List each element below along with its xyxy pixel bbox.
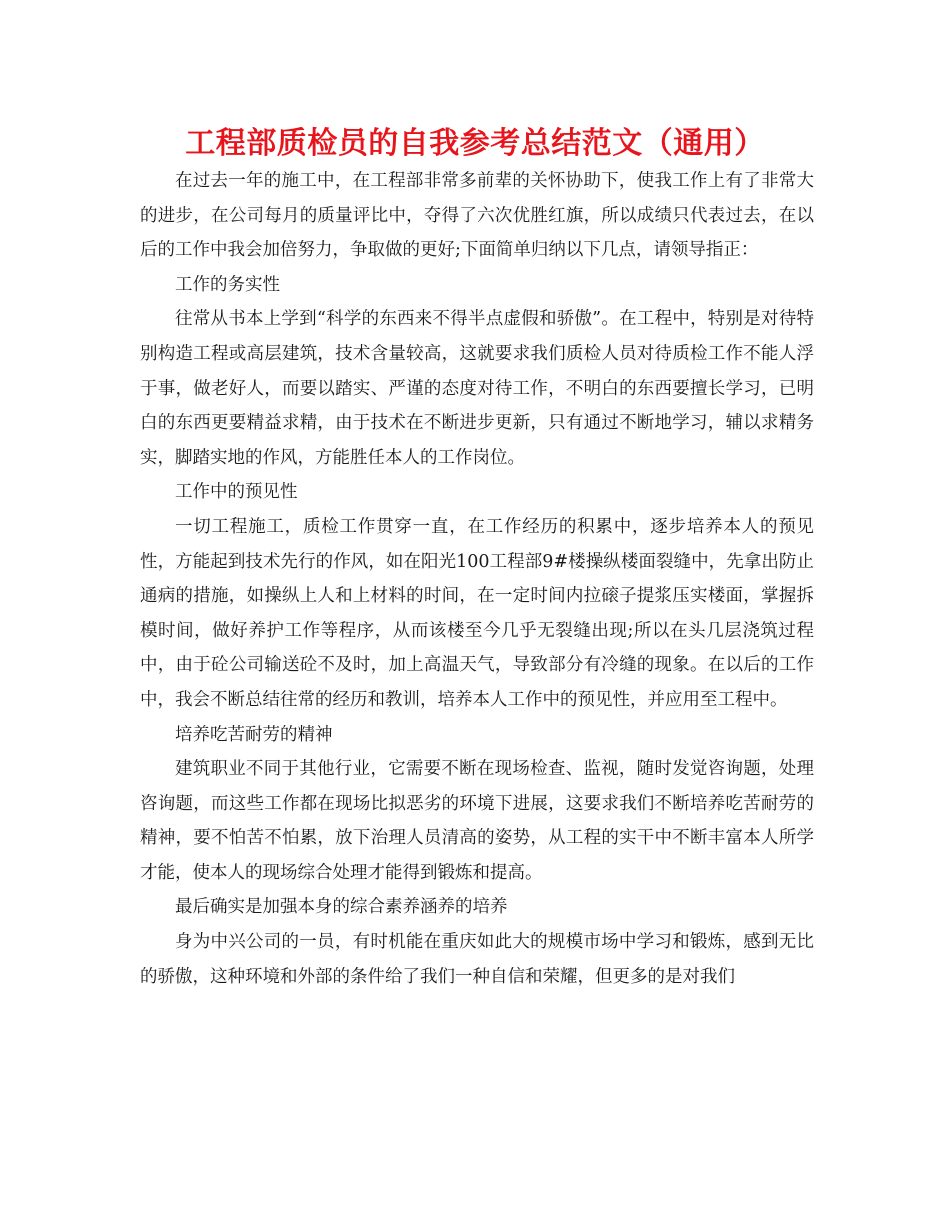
practicality-paragraph: 往常从书本上学到“科学的东西来不得半点虚假和骄傲”。在工程中，特别是对待特别构造工程或高层建筑，技术含量较高，这就要求我们质检人员对待质检工作不能人浮于事，做老好人，而要以踏实、严谨的态度对待工作，不明白的东西要擅长学习，已明白的东西更要精益求精，由于技术在不断进步更新，只有通过不断地学习，辅以求精务实，脚踏实地的作风，方能胜任本人的工作岗位。 [140, 309, 814, 468]
section-heading-hardworking: 培养吃苦耐劳的精神 [175, 724, 333, 745]
intro-paragraph: 在过去一年的施工中，在工程部非常多前辈的关怀协助下，使我工作上有了非常大的进步，在公司每月的质量评比中，夺得了六次优胜红旗，所以成绩只代表过去，在以后的工作中我会加倍努力，争取做的更好;下面简单归纳以下几点，请领导指正： [140, 171, 814, 261]
section-heading-quality: 最后确实是加强本身的综合素养涵养的培养 [175, 897, 508, 918]
foresight-paragraph: 一切工程施工，质检工作贯穿一直，在工作经历的积累中，逐步培养本人的预见性，方能起到技术先行的作风，如在阳光100工程部9#楼操纵楼面裂缝中，先拿出防止通病的措施，如操纵上人和上材料的时间，在一定时间内拉磙子提浆压实楼面，掌握拆模时间，做好养护工作等程序，从而该楼至今几乎无裂缝出现;所以在头几层浇筑过程中，由于砼公司输送砼不及时，加上高温天气，导致部分有冷缝的现象。在以后的工作中，我会不断总结往常的经历和教训，培养本人工作中的预见性，并应用至工程中。 [140, 516, 814, 710]
document-body [140, 164, 814, 994]
hardworking-paragraph: 建筑职业不同于其他行业，它需要不断在现场检查、监视，随时发觉咨询题，处理咨询题，而这些工作都在现场比拟恶劣的环境下进展，这要求我们不断培养吃苦耐劳的精神，要不怕苦不怕累，放下治理人员清高的姿势，从工程的实干中不断丰富本人所学才能，使本人的现场综合处理才能得到锻炼和提高。 [140, 759, 814, 883]
section-heading-practicality: 工作的务实性 [175, 274, 280, 295]
quality-paragraph: 身为中兴公司的一员，有时机能在重庆如此大的规模市场中学习和锻炼，感到无比的骄傲，这种环境和外部的条件给了我们一种自信和荣耀，但更多的是对我们 [140, 932, 814, 987]
document-title: 工程部质检员的自我参考总结范文（通用） [185, 126, 765, 161]
section-heading-foresight: 工作中的预见性 [175, 482, 298, 503]
